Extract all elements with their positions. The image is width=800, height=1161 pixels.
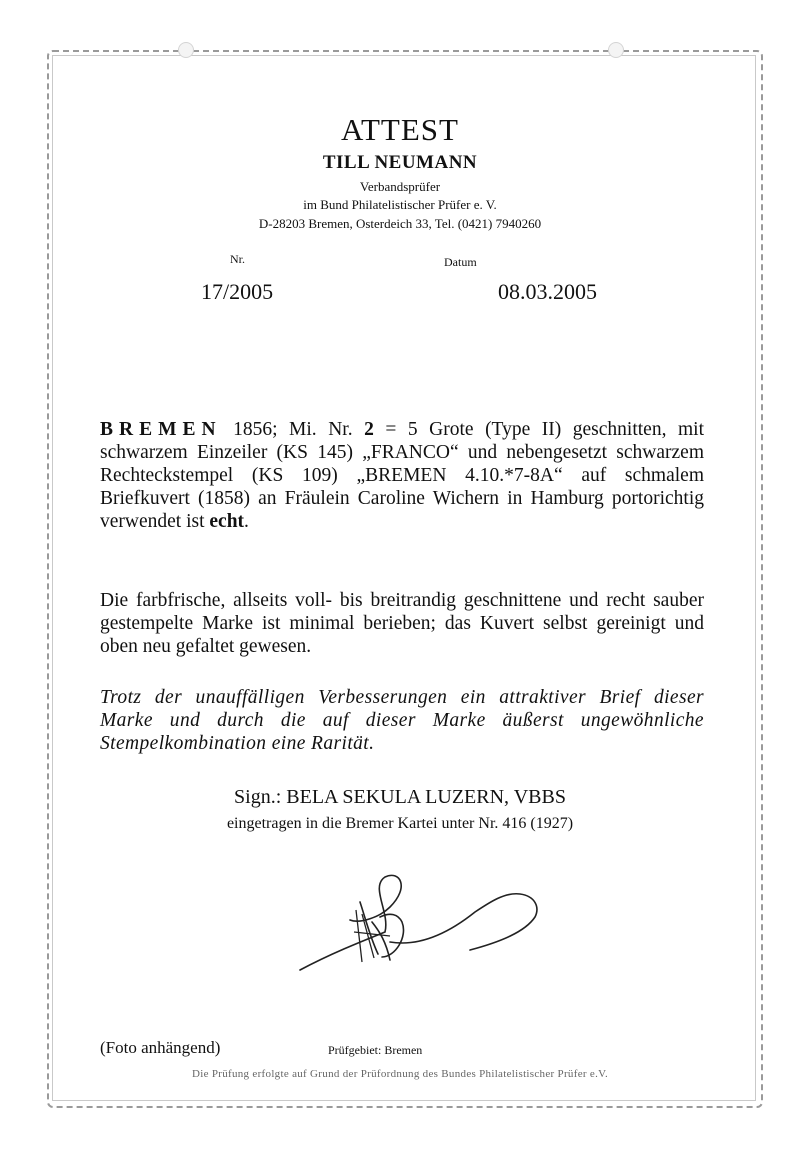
examiner-association: im Bund Philatelistischer Prüfer e. V. [303,197,497,212]
verdict-echt: echt [209,511,245,532]
photo-note: (Foto anhängend) [100,1038,221,1057]
examiner-name: TILL NEUMANN [322,152,478,173]
condition-paragraph: Die farbfrische, allseits voll- bis breitrandig geschnittene und recht sauber gestempelte Marke ist minimal berieben; das Kuvert selbst gereinigt und oben neu gefaltet gewesen. [100,590,704,657]
examination-area: Prüfgebiet: Bremen [328,1043,423,1057]
document-title: ATTEST [341,112,459,147]
description-text-a: 1856; Mi. Nr. [221,419,365,440]
punch-hole-right [608,42,624,58]
description-text-end: . [244,511,249,532]
registry-note: eingetragen in die Bremer Kartei unter Nr. 416 (1927) [226,815,574,832]
description-text-b: = 5 Grote (Type II) geschnitten, mit schwarzem Einzeiler (KS 145) „FRANCO“ und nebengesetzt schwarzem Rechteckstempel (KS 109) „BREMEN 4.10.*7-8A“ auf schmalem Briefkuvert (1858) an Fräulein Caroline Wichern in Hamburg portorichtig verwendet ist [100,419,704,532]
description-paragraph [100,418,704,533]
number-label: Nr. [230,252,245,266]
certificate-date: 08.03.2005 [498,279,597,304]
catalog-number: 2 [364,419,374,440]
assessment-paragraph: Trotz der unauffälligen Verbesserungen ein attraktiver Brief dieser Marke und durch die auf dieser Marke äußerst ungewöhnliche Stempelkombination eine Rarität. [100,687,704,754]
stamp-name: BREMEN [100,419,222,440]
certificate-number: 17/2005 [201,279,274,304]
examiner-role: Verbandsprüfer [359,179,441,194]
prior-signature-note: Sign.: BELA SEKULA LUZERN, VBBS [234,786,566,808]
punch-hole-left [178,42,194,58]
handwritten-signature [290,862,570,982]
footer-note: Die Prüfung erfolgte auf Grund der Prüfordnung des Bundes Philatelistischer Prüfer e.V. [191,1068,608,1080]
examiner-address: D-28203 Bremen, Osterdeich 33, Tel. (0421) 7940260 [258,216,542,231]
date-label: Datum [444,255,477,269]
